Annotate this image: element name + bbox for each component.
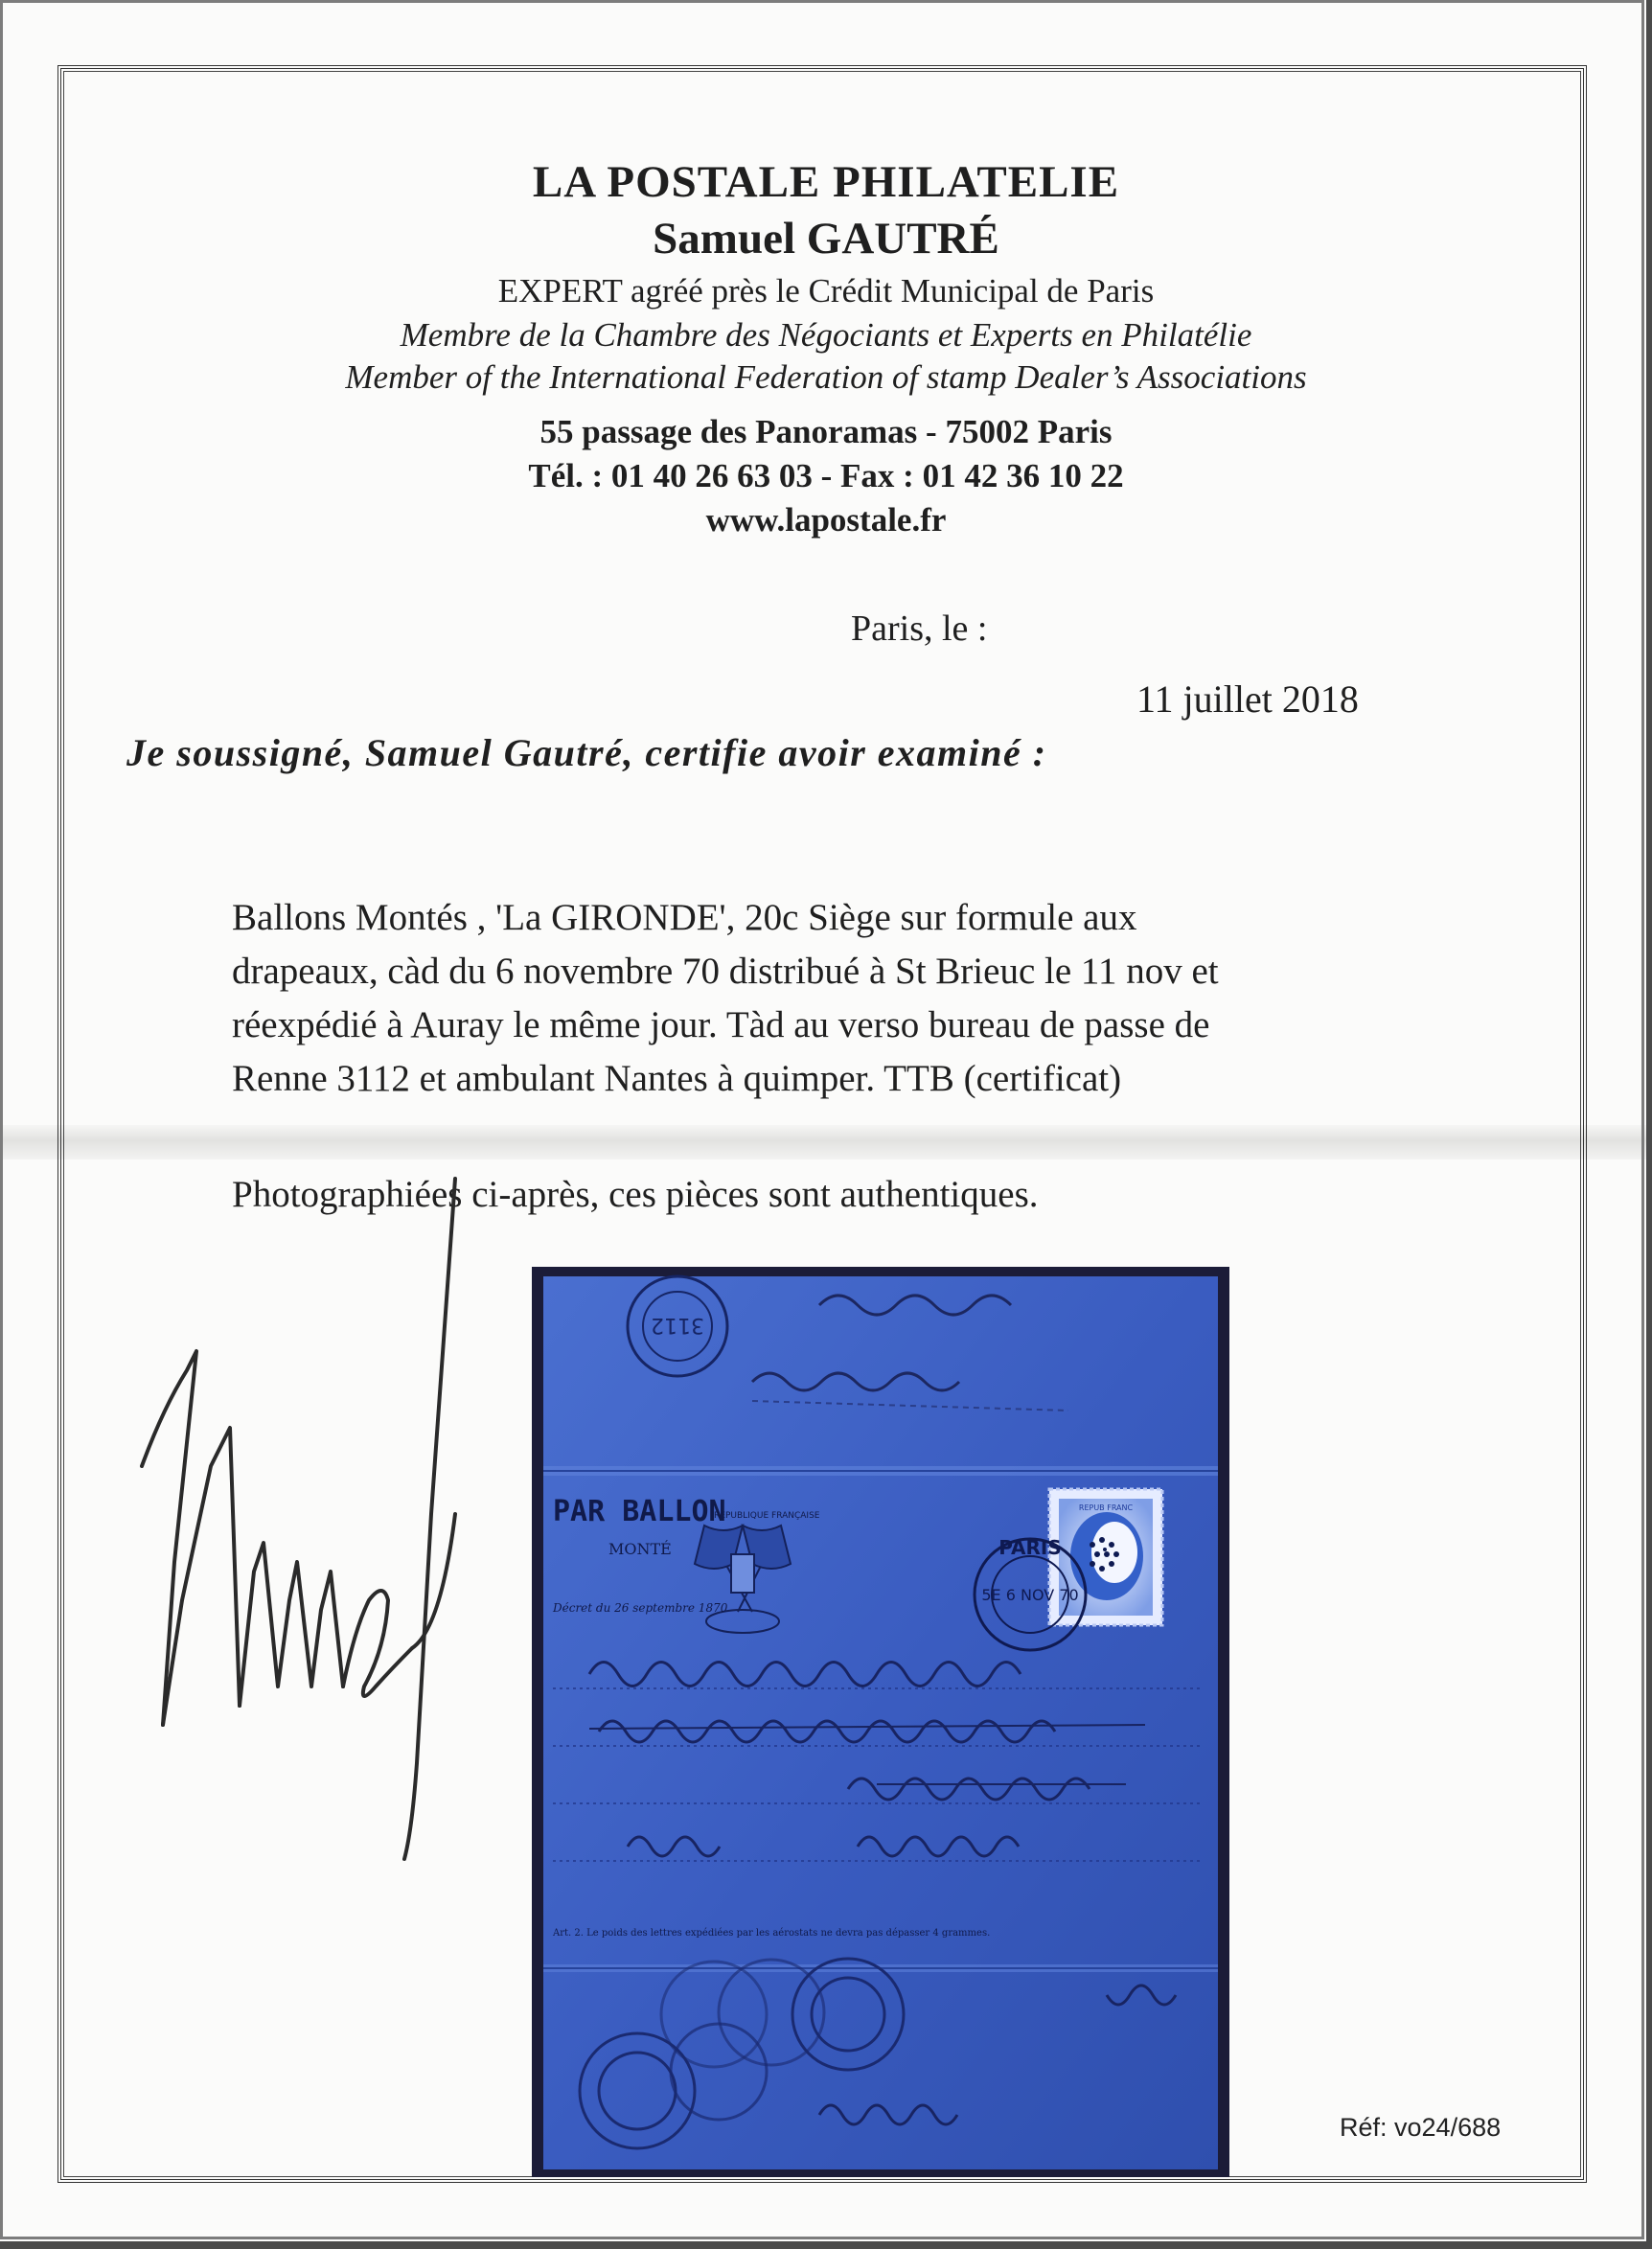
scan-edge-right: [1646, 0, 1652, 2249]
certificate-date: 11 juillet 2018: [1136, 677, 1359, 721]
phone-fax: Tél. : 01 40 26 63 03 - Fax : 01 42 36 10 22: [528, 457, 1124, 494]
reference-number: Réf: vo24/688: [1340, 2113, 1502, 2142]
postmark-date: 5E 6 NOV 70: [981, 1586, 1079, 1604]
membership-en: Member of the International Federation of stamp Dealer’s Associations: [345, 358, 1307, 396]
expert-signature: [125, 1150, 527, 1878]
expert-accreditation: EXPERT agréé près le Crédit Municipal de Paris: [497, 272, 1155, 310]
back-cancel-number: 3112: [651, 1313, 704, 1337]
website: www.lapostale.fr: [705, 501, 947, 539]
certification-statement: Je soussigné, Samuel Gautré, certifie avoir examiné :: [126, 731, 1047, 774]
description-line: réexpédié à Auray le même jour. Tàd au verso bureau de passe de: [232, 1004, 1210, 1045]
decret-label: Décret du 26 septembre 1870: [553, 1601, 728, 1615]
membership-fr: Membre de la Chambre des Négociants et Experts en Philatélie: [400, 316, 1252, 354]
letterhead: [0, 153, 1652, 542]
description-line: drapeaux, càd du 6 novembre 70 distribué à St Brieuc le 11 nov et: [232, 951, 1219, 992]
monte-label: MONTÉ: [608, 1540, 672, 1558]
cover-photo-image: [532, 1267, 1229, 2177]
description-line: Renne 3112 et ambulant Nantes à quimper. TTB (certificat): [232, 1058, 1122, 1099]
postmark-city: PARIS: [998, 1536, 1062, 1559]
place-label: Paris, le :: [851, 608, 988, 649]
par-ballon-title: PAR BALLON: [553, 1495, 726, 1528]
weight-note: Art. 2. Le poids des lettres expédiées par les aérostats ne devra pas dépasser 4 grammes.: [553, 1928, 991, 1939]
paris-postmark: [975, 1536, 1086, 1650]
postal-address: 55 passage des Panoramas - 75002 Paris: [539, 413, 1113, 450]
description-line: Ballons Montés , 'La GIRONDE', 20c Siège sur formule aux: [232, 897, 1137, 938]
scan-edge-bottom: [0, 2241, 1652, 2249]
authenticity-statement: Photographiées ci-après, ces pièces sont authentiques.: [232, 1174, 1039, 1215]
company-name: LA POSTALE PHILATELIE: [532, 157, 1120, 207]
republique-label: RÉPUBLIQUE FRANÇAISE: [714, 1511, 820, 1521]
cover-photograph: [532, 1267, 1229, 2177]
back-postmark: [628, 1276, 727, 1376]
item-description: [232, 891, 1516, 1106]
expert-name: Samuel GAUTRÉ: [653, 214, 999, 264]
stamp-text: REPUB FRANC: [1078, 1503, 1134, 1512]
